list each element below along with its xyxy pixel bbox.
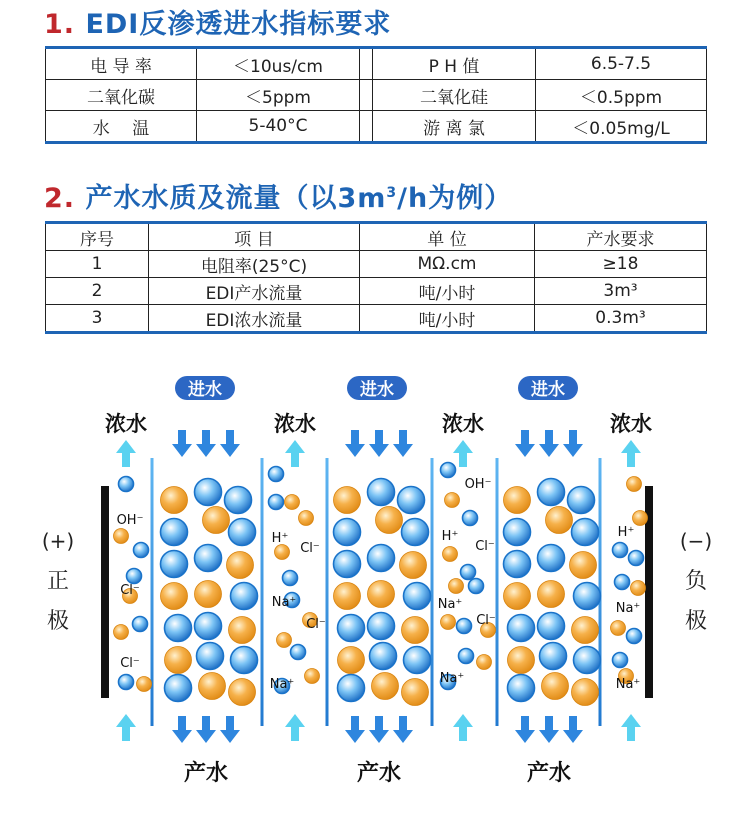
feed-flow-arrow: [345, 430, 365, 457]
section-2-text-a: 产水水质及流量（以3m: [85, 183, 387, 214]
negative-electrode-char: 负: [684, 569, 708, 594]
cation-resin-ball: [229, 617, 256, 644]
feed-flow-arrow: [393, 430, 413, 457]
anion-resin-ball: [568, 487, 595, 514]
product-flow-arrow: [345, 716, 365, 743]
anion-resin-ball: [461, 565, 476, 580]
anion-resin-ball: [613, 543, 628, 558]
sodium-ion-label: Na⁺: [269, 677, 295, 692]
table-row: [46, 278, 707, 305]
cation-resin-ball: [445, 493, 460, 508]
anion-resin-ball: [368, 479, 395, 506]
inlet-label: 进水: [531, 380, 565, 400]
sodium-ion-label: Na⁺: [437, 597, 463, 612]
table-cell: 二氧化碳: [46, 80, 197, 111]
table-cell: 吨/小时: [360, 278, 535, 305]
anion-resin-ball: [269, 467, 284, 482]
section-2-title: [44, 176, 512, 215]
anion-resin-ball: [404, 647, 431, 674]
inlet-label: 进水: [188, 380, 222, 400]
cation-resin-ball: [400, 552, 427, 579]
anion-resin-ball: [165, 615, 192, 642]
feed-flow-arrow: [515, 430, 535, 457]
anion-resin-ball: [195, 613, 222, 640]
product-flow-arrow: [515, 716, 535, 743]
table-cell: [360, 111, 373, 143]
cation-resin-ball: [137, 677, 152, 692]
table-cell: 3m³: [535, 278, 707, 305]
table-header-cell: 单 位: [360, 223, 535, 251]
chloride-ion-label: Cl⁻: [300, 541, 320, 556]
anion-resin-ball: [368, 545, 395, 572]
anion-resin-ball: [334, 519, 361, 546]
anion-resin-ball: [508, 675, 535, 702]
cation-resin-ball: [338, 647, 365, 674]
anion-resin-ball: [457, 619, 472, 634]
product-label: 产水: [356, 761, 402, 786]
table-cell: ＜0.05mg/L: [536, 111, 707, 143]
anion-resin-ball: [538, 479, 565, 506]
feed-flow-arrow: [539, 430, 559, 457]
anion-resin-ball: [283, 571, 298, 586]
anion-resin-ball: [398, 487, 425, 514]
product-flow-arrow: [539, 716, 559, 743]
anion-resin-ball: [508, 615, 535, 642]
anion-resin-ball: [469, 579, 484, 594]
table-cell: 游 离 氯: [373, 111, 536, 143]
product-flow-arrow: [196, 716, 216, 743]
cation-resin-ball: [542, 673, 569, 700]
anion-resin-ball: [338, 615, 365, 642]
concentrate-outflow-arrow: [621, 440, 641, 467]
table-row: [46, 305, 707, 333]
table-cell: ＜0.5ppm: [536, 80, 707, 111]
table-cell: 3: [46, 305, 149, 333]
anion-resin-ball: [291, 645, 306, 660]
cation-resin-ball: [199, 673, 226, 700]
table-cell: MΩ.cm: [360, 251, 535, 278]
cation-resin-ball: [334, 487, 361, 514]
negative-electrode-char: 极: [684, 609, 708, 634]
product-flow-arrow: [220, 716, 240, 743]
sodium-ion-label: Na⁺: [615, 601, 641, 616]
cation-resin-ball: [195, 581, 222, 608]
product-flow-arrow: [369, 716, 389, 743]
cation-resin-ball: [114, 625, 129, 640]
section-2-number: 2.: [44, 183, 76, 214]
anion-resin-ball: [402, 519, 429, 546]
cation-resin-ball: [546, 507, 573, 534]
table-row: [46, 48, 707, 80]
feed-flow-arrow: [172, 430, 192, 457]
section-1-title: [44, 2, 391, 41]
table-header-row: [46, 223, 707, 251]
inlet-label: 进水: [360, 380, 394, 400]
positive-electrode-char: 极: [46, 609, 70, 634]
hydrogen-ion-label: H⁺: [441, 529, 459, 544]
ion-exchange-membrane: [326, 458, 329, 726]
concentrate-outflow-arrow: [285, 440, 305, 467]
cation-resin-ball: [504, 487, 531, 514]
hydroxide-ion-label: OH⁻: [464, 477, 492, 492]
cation-resin-ball: [508, 647, 535, 674]
anion-resin-ball: [504, 519, 531, 546]
cation-resin-ball: [627, 477, 642, 492]
anion-resin-ball: [615, 575, 630, 590]
cation-resin-ball: [376, 507, 403, 534]
cation-resin-ball: [402, 617, 429, 644]
sodium-ion-label: Na⁺: [615, 677, 641, 692]
anion-resin-ball: [441, 463, 456, 478]
concentrate-inflow-arrow: [621, 714, 641, 741]
cation-resin-ball: [441, 615, 456, 630]
anion-resin-ball: [231, 647, 258, 674]
ion-exchange-membrane: [261, 458, 264, 726]
section-2-text-b: /h为例）: [397, 183, 513, 214]
anion-resin-ball: [627, 629, 642, 644]
anion-resin-ball: [225, 487, 252, 514]
cation-resin-ball: [277, 633, 292, 648]
feed-flow-arrow: [563, 430, 583, 457]
table-cell: 吨/小时: [360, 305, 535, 333]
negative-sign: (−): [679, 529, 713, 553]
edi-principle-diagram: [0, 360, 750, 816]
table-cell: 电 导 率: [46, 48, 197, 80]
anion-resin-ball: [133, 617, 148, 632]
anion-resin-ball: [119, 675, 134, 690]
product-label: 产水: [183, 761, 229, 786]
product-flow-arrow: [172, 716, 192, 743]
concentrate-label: 浓水: [442, 412, 484, 436]
feed-flow-arrow: [196, 430, 216, 457]
chloride-ion-label: Cl⁻: [306, 617, 326, 632]
concentrate-inflow-arrow: [453, 714, 473, 741]
anion-resin-ball: [574, 583, 601, 610]
cation-resin-ball: [161, 487, 188, 514]
cation-resin-ball: [368, 581, 395, 608]
anion-resin-ball: [161, 519, 188, 546]
table-cell: [360, 80, 373, 111]
anion-resin-ball: [165, 675, 192, 702]
anion-resin-ball: [459, 649, 474, 664]
hydroxide-ion-label: OH⁻: [116, 513, 144, 528]
anion-resin-ball: [574, 647, 601, 674]
cation-resin-ball: [611, 621, 626, 636]
product-flow-arrow: [393, 716, 413, 743]
anion-resin-ball: [269, 495, 284, 510]
cation-resin-ball: [161, 583, 188, 610]
anion-resin-ball: [540, 643, 567, 670]
table-cell: 二氧化硅: [373, 80, 536, 111]
anion-resin-ball: [134, 543, 149, 558]
table-header-cell: 产水要求: [535, 223, 707, 251]
table-cell: 5-40°C: [197, 111, 360, 143]
positive-electrode-char: 正: [46, 569, 70, 594]
cation-resin-ball: [305, 669, 320, 684]
table-header-cell: 项 目: [149, 223, 360, 251]
cation-resin-ball: [449, 579, 464, 594]
cation-resin-ball: [633, 511, 648, 526]
anion-resin-ball: [368, 613, 395, 640]
chloride-ion-label: Cl⁻: [476, 613, 496, 628]
anion-resin-ball: [504, 551, 531, 578]
concentrate-inflow-arrow: [116, 714, 136, 741]
concentrate-outflow-arrow: [116, 440, 136, 467]
cation-resin-ball: [285, 495, 300, 510]
hydrogen-ion-label: H⁺: [617, 525, 635, 540]
anion-resin-ball: [613, 653, 628, 668]
chloride-ion-label: Cl⁻: [475, 539, 495, 554]
ion-exchange-membrane: [496, 458, 499, 726]
anion-resin-ball: [338, 675, 365, 702]
anion-resin-ball: [231, 583, 258, 610]
cation-resin-ball: [402, 679, 429, 706]
cation-resin-ball: [538, 581, 565, 608]
cation-resin-ball: [203, 507, 230, 534]
concentrate-label: 浓水: [105, 412, 147, 436]
table-cell: EDI浓水流量: [149, 305, 360, 333]
concentrate-label: 浓水: [274, 412, 316, 436]
cation-resin-ball: [165, 647, 192, 674]
table-cell: P H 值: [373, 48, 536, 80]
anion-resin-ball: [404, 583, 431, 610]
cation-resin-ball: [275, 545, 290, 560]
table-cell: ≥18: [535, 251, 707, 278]
anion-resin-ball: [161, 551, 188, 578]
table-cell: 电阻率(25°C): [149, 251, 360, 278]
cation-resin-ball: [631, 581, 646, 596]
feed-flow-arrow: [220, 430, 240, 457]
positive-sign: (+): [41, 529, 75, 553]
cation-resin-ball: [114, 529, 129, 544]
ion-exchange-membrane: [431, 458, 434, 726]
anode-electrode: [101, 486, 109, 698]
concentrate-outflow-arrow: [453, 440, 473, 467]
table-cell: 0.3m³: [535, 305, 707, 333]
table-cell: 6.5-7.5: [536, 48, 707, 80]
concentrate-label: 浓水: [610, 412, 652, 436]
anion-resin-ball: [195, 479, 222, 506]
anion-resin-ball: [538, 545, 565, 572]
section-1-text: EDI反渗透进水指标要求: [85, 9, 392, 40]
sodium-ion-label: Na⁺: [271, 595, 297, 610]
anion-resin-ball: [229, 519, 256, 546]
chloride-ion-label: Cl⁻: [120, 656, 140, 671]
table-cell: 1: [46, 251, 149, 278]
hydrogen-ion-label: H⁺: [271, 531, 289, 546]
anion-resin-ball: [119, 477, 134, 492]
cation-resin-ball: [572, 679, 599, 706]
cation-resin-ball: [299, 511, 314, 526]
table-cell: 水 温: [46, 111, 197, 143]
table-row: [46, 111, 707, 143]
anion-resin-ball: [463, 511, 478, 526]
cation-resin-ball: [570, 552, 597, 579]
section-1-number: 1.: [44, 9, 76, 40]
product-flow-arrow: [563, 716, 583, 743]
feed-water-spec-table: [45, 46, 707, 144]
cation-resin-ball: [372, 673, 399, 700]
anion-resin-ball: [572, 519, 599, 546]
cation-resin-ball: [572, 617, 599, 644]
product-label: 产水: [526, 761, 572, 786]
table-cell: EDI产水流量: [149, 278, 360, 305]
cation-resin-ball: [443, 547, 458, 562]
cation-resin-ball: [504, 583, 531, 610]
sodium-ion-label: Na⁺: [439, 671, 465, 686]
concentrate-inflow-arrow: [285, 714, 305, 741]
cation-resin-ball: [334, 583, 361, 610]
cation-resin-ball: [477, 655, 492, 670]
anion-resin-ball: [195, 545, 222, 572]
cation-resin-ball: [227, 552, 254, 579]
anion-resin-ball: [370, 643, 397, 670]
section-2-superscript: 3: [386, 185, 398, 201]
anion-resin-ball: [127, 569, 142, 584]
table-row: [46, 251, 707, 278]
table-cell: 2: [46, 278, 149, 305]
table-row: [46, 80, 707, 111]
table-header-cell: 序号: [46, 223, 149, 251]
anion-resin-ball: [334, 551, 361, 578]
table-cell: [360, 48, 373, 80]
cation-resin-ball: [229, 679, 256, 706]
chloride-ion-label: Cl⁻: [120, 583, 140, 598]
feed-flow-arrow: [369, 430, 389, 457]
table-cell: ＜10us/cm: [197, 48, 360, 80]
anion-resin-ball: [197, 643, 224, 670]
anion-resin-ball: [629, 551, 644, 566]
anion-resin-ball: [538, 613, 565, 640]
product-water-spec-table: [45, 221, 707, 334]
table-cell: ＜5ppm: [197, 80, 360, 111]
